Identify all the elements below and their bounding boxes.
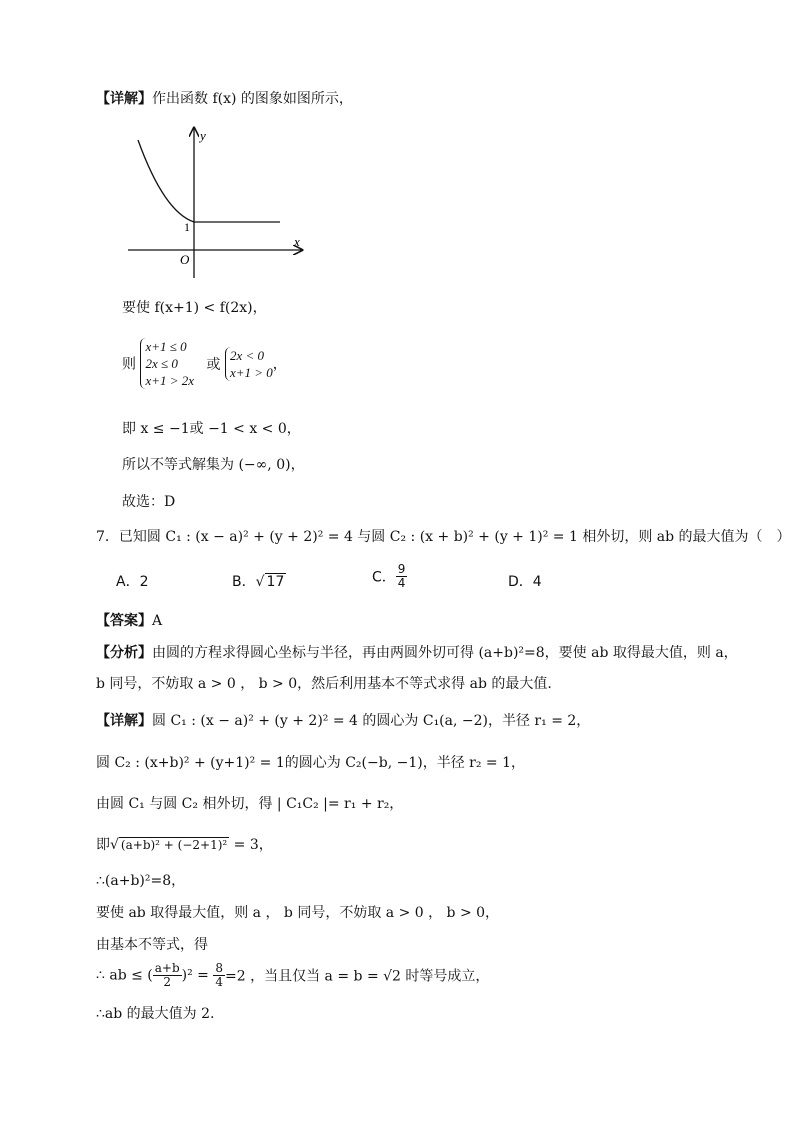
detail-8-numerator-2: 8	[215, 961, 224, 975]
option-c-prefix: C．	[372, 569, 396, 586]
answer-value: A	[152, 613, 163, 629]
solution-line: 即 x ≤ −1或 −1 < x < 0，	[122, 421, 301, 437]
option-b: B．√ 17	[232, 574, 285, 590]
detail-intro: 作出函数 f(x) 的图象如图所示，	[152, 91, 353, 107]
detail-line-2: 圆 C₂ : (x+b)² + (y+1)² = 1的圆心为 C₂(−b, −1)，半径 r₂ = 1，	[96, 755, 525, 771]
detail-section-6	[96, 88, 353, 108]
system-one-row: 2x ≤ 0	[145, 356, 178, 371]
option-d: D．4	[508, 574, 542, 590]
detail-4-prefix: 即	[96, 837, 110, 853]
system-two-row: x+1 > 0	[229, 364, 273, 380]
detail-line-8	[96, 962, 489, 989]
analysis-text-1: 由圆的方程求得圆心坐标与半径，再由两圆外切可得 (a+b)²=8，要使 ab 取得最大值，则 a，	[152, 645, 738, 661]
then-label: 则	[122, 356, 136, 373]
option-c-denominator: 4	[397, 576, 406, 590]
system-two-row: 2x < 0	[229, 347, 264, 363]
detail-line-7: 由基本不等式，得	[96, 937, 208, 953]
analysis-line-1	[96, 642, 738, 662]
detail-8-fraction-2	[213, 962, 225, 989]
solution-set-line: 所以不等式解集为 (−∞, 0)，	[122, 457, 305, 473]
inequality-systems	[122, 338, 287, 389]
detail-tag-q7: 【详解】	[96, 713, 152, 729]
condition-line: 要使 f(x+1) < f(2x)，	[122, 300, 267, 316]
system-two	[225, 347, 273, 381]
detail-4-suffix: = 3，	[229, 837, 273, 853]
option-b-radicand: 17	[266, 574, 285, 590]
or-label: 或	[206, 356, 221, 373]
function-graph	[124, 122, 310, 282]
system-one-row: x+1 > 2x	[145, 373, 195, 388]
detail-line-3: 由圆 C₁ 与圆 C₂ 相外切，得 | C₁C₂ |= r₁ + r₂，	[96, 796, 404, 812]
answer-line	[96, 610, 162, 630]
detail-8-fraction-1	[153, 962, 182, 989]
detail-8-prefix: ∴ ab ≤ (	[96, 967, 153, 984]
detail-8-numerator-1: a+b	[154, 961, 180, 975]
system-one-row: x+1 ≤ 0	[145, 339, 187, 354]
detail-line-6: 要使 ab 取得最大值，则 a ， b 同号，不妨取 a > 0 ， b > 0，	[96, 905, 500, 921]
system-punctuation: ，	[272, 356, 287, 373]
detail-line-5: ∴(a+b)²=8，	[96, 873, 186, 889]
option-b-prefix: B．	[232, 574, 256, 590]
option-a: A．2	[116, 574, 149, 590]
detail-line-1	[96, 710, 590, 730]
y-axis-label: y	[200, 128, 206, 143]
detail-8-denominator-2: 4	[215, 975, 224, 989]
detail-text-1: 圆 C₁ : (x − a)² + (y + 2)² = 4 的圆心为 C₁(a, −2)，半径 r₁ = 2，	[152, 713, 591, 729]
detail-8-denominator-1: 2	[163, 975, 172, 989]
analysis-line-2: b 同号，不妨取 a > 0 ， b > 0，然后利用基本不等式求得 ab 的最大值.	[96, 676, 552, 692]
question-7-stem: 7．已知圆 C₁ : (x − a)² + (y + 2)² = 4 与圆 C₂ : (x + b)² + (y + 1)² = 1 相外切，则 ab 的最大值为（ ）	[96, 529, 791, 545]
analysis-tag: 【分析】	[96, 645, 152, 661]
detail-tag: 【详解】	[96, 91, 152, 107]
x-axis-label: x	[294, 234, 300, 249]
detail-8-middle: )² =	[181, 967, 214, 984]
option-c-fraction	[396, 563, 408, 590]
system-one	[140, 338, 194, 389]
level-label: 1	[184, 220, 190, 234]
choice-line: 故选：D	[122, 494, 176, 510]
decreasing-curve	[138, 140, 194, 222]
option-c-numerator: 9	[397, 562, 406, 576]
detail-line-4: 即√ (a+b)² + (−2+1)² = 3，	[96, 837, 273, 853]
detail-4-radicand: (a+b)² + (−2+1)²	[120, 838, 228, 852]
answer-tag: 【答案】	[96, 613, 152, 629]
option-c	[372, 563, 407, 590]
detail-line-9: ∴ab 的最大值为 2.	[96, 1006, 215, 1022]
origin-label: O	[180, 252, 190, 267]
detail-8-suffix: =2 ，当且仅当 a = b = √2 时等号成立，	[225, 968, 490, 985]
